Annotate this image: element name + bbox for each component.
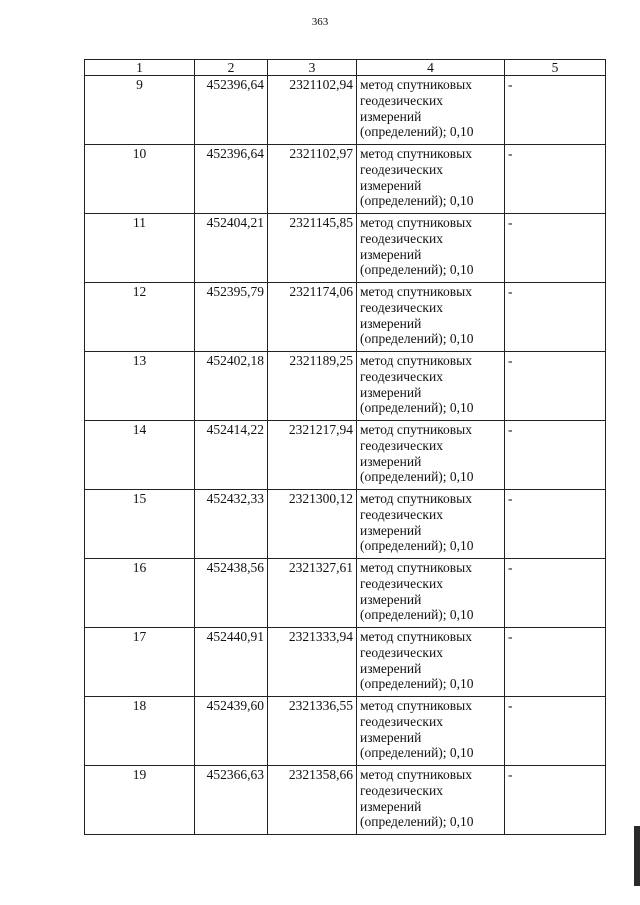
column-header: 1 [85, 60, 195, 76]
column-header: 4 [357, 60, 505, 76]
method-cell: метод спутниковых геодезических измерений (определений); 0,10 [357, 283, 505, 352]
method-cell: метод спутниковых геодезических измерений (определений); 0,10 [357, 766, 505, 835]
y-coordinate-cell: 2321336,55 [268, 697, 357, 766]
x-coordinate-cell: 452439,60 [195, 697, 268, 766]
table-header-row [85, 60, 606, 76]
scan-edge-mark [634, 826, 640, 886]
x-coordinate-cell: 452402,18 [195, 352, 268, 421]
method-cell: метод спутниковых геодезических измерений (определений); 0,10 [357, 352, 505, 421]
y-coordinate-cell: 2321145,85 [268, 214, 357, 283]
y-coordinate-cell: 2321327,61 [268, 559, 357, 628]
x-coordinate-cell: 452438,56 [195, 559, 268, 628]
point-number-cell: 12 [85, 283, 195, 352]
column-header: 2 [195, 60, 268, 76]
table-row [85, 628, 606, 697]
note-cell: - [505, 697, 606, 766]
x-coordinate-cell: 452366,63 [195, 766, 268, 835]
point-number-cell: 11 [85, 214, 195, 283]
page-number: 363 [311, 16, 329, 28]
x-coordinate-cell: 452395,79 [195, 283, 268, 352]
method-cell: метод спутниковых геодезических измерений (определений); 0,10 [357, 214, 505, 283]
y-coordinate-cell: 2321102,97 [268, 145, 357, 214]
y-coordinate-cell: 2321358,66 [268, 766, 357, 835]
point-number-cell: 18 [85, 697, 195, 766]
table-row [85, 766, 606, 835]
point-number-cell: 17 [85, 628, 195, 697]
x-coordinate-cell: 452396,64 [195, 76, 268, 145]
method-cell: метод спутниковых геодезических измерений (определений); 0,10 [357, 697, 505, 766]
table-row [85, 214, 606, 283]
method-cell: метод спутниковых геодезических измерений (определений); 0,10 [357, 145, 505, 214]
column-header: 3 [268, 60, 357, 76]
note-cell: - [505, 766, 606, 835]
note-cell: - [505, 559, 606, 628]
note-cell: - [505, 283, 606, 352]
point-number-cell: 16 [85, 559, 195, 628]
point-number-cell: 13 [85, 352, 195, 421]
y-coordinate-cell: 2321333,94 [268, 628, 357, 697]
note-cell: - [505, 352, 606, 421]
x-coordinate-cell: 452396,64 [195, 145, 268, 214]
point-number-cell: 19 [85, 766, 195, 835]
method-cell: метод спутниковых геодезических измерений (определений); 0,10 [357, 76, 505, 145]
x-coordinate-cell: 452414,22 [195, 421, 268, 490]
note-cell: - [505, 490, 606, 559]
method-cell: метод спутниковых геодезических измерений (определений); 0,10 [357, 490, 505, 559]
x-coordinate-cell: 452404,21 [195, 214, 268, 283]
note-cell: - [505, 214, 606, 283]
table-row [85, 76, 606, 145]
x-coordinate-cell: 452440,91 [195, 628, 268, 697]
table-row [85, 559, 606, 628]
column-header: 5 [505, 60, 606, 76]
y-coordinate-cell: 2321174,06 [268, 283, 357, 352]
coordinates-table [84, 59, 606, 835]
point-number-cell: 15 [85, 490, 195, 559]
note-cell: - [505, 628, 606, 697]
note-cell: - [505, 421, 606, 490]
table-row [85, 697, 606, 766]
table-row [85, 421, 606, 490]
method-cell: метод спутниковых геодезических измерений (определений); 0,10 [357, 628, 505, 697]
method-cell: метод спутниковых геодезических измерений (определений); 0,10 [357, 559, 505, 628]
table-row [85, 145, 606, 214]
note-cell: - [505, 76, 606, 145]
table-row [85, 352, 606, 421]
point-number-cell: 14 [85, 421, 195, 490]
x-coordinate-cell: 452432,33 [195, 490, 268, 559]
table-row [85, 490, 606, 559]
method-cell: метод спутниковых геодезических измерений (определений); 0,10 [357, 421, 505, 490]
point-number-cell: 9 [85, 76, 195, 145]
point-number-cell: 10 [85, 145, 195, 214]
note-cell: - [505, 145, 606, 214]
y-coordinate-cell: 2321189,25 [268, 352, 357, 421]
y-coordinate-cell: 2321300,12 [268, 490, 357, 559]
y-coordinate-cell: 2321102,94 [268, 76, 357, 145]
table-row [85, 283, 606, 352]
y-coordinate-cell: 2321217,94 [268, 421, 357, 490]
